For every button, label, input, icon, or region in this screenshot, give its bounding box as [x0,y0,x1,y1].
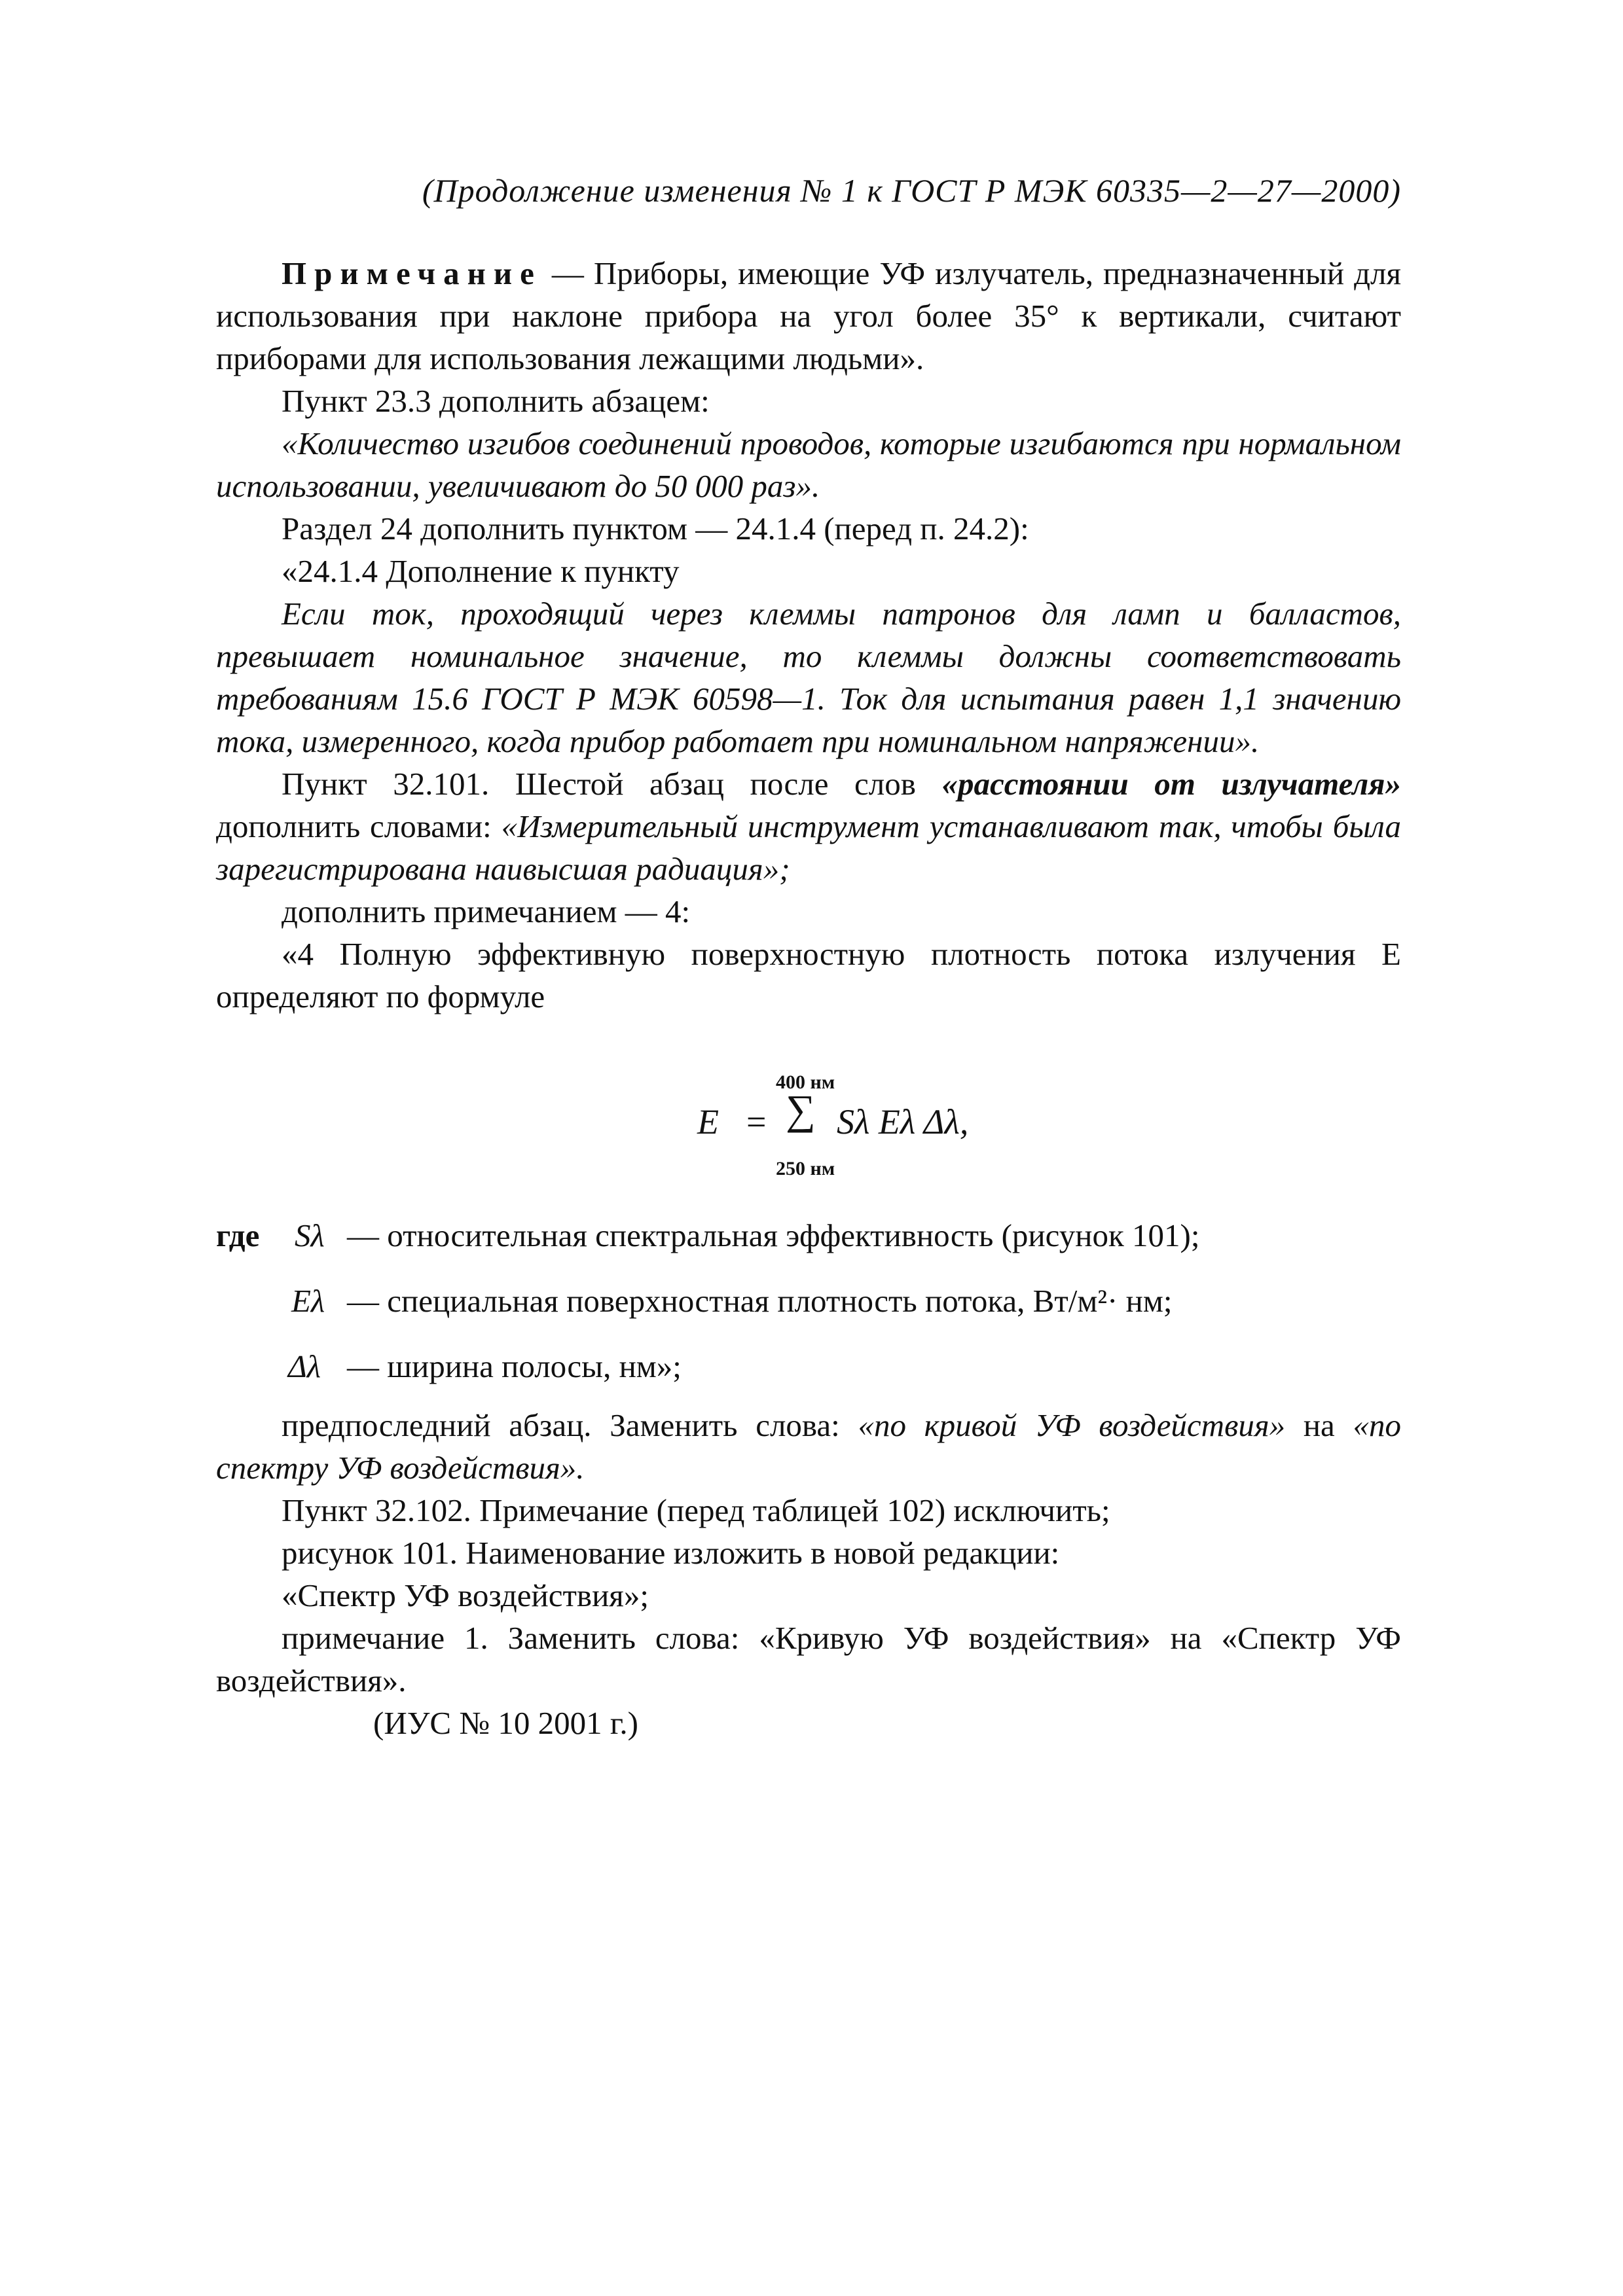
text-penultimate-b: «по кривой УФ воздействия» [858,1407,1286,1443]
ius-reference: (ИУС № 10 2001 г.) [373,1705,638,1741]
definition-row [216,1208,1401,1273]
page-header: (Продолжение изменения № 1 к ГОСТ Р МЭК 60335—2—27—2000) [422,172,1401,209]
paragraph-32-101 [216,762,1401,890]
text-32-101-c: дополнить словами: [216,808,501,844]
text-32-101-d: «Измерительный инструмент устанавливают так, чтобы была зарегистрирована наивысшая радиация»; [216,808,1402,887]
paragraph-current: Если ток, проходящий через клеммы патронов для ламп и балластов, превышает номинальное значение, то клеммы должны соответствовать требованиям 15.6 ГОСТ Р МЭК 60598—1. Ток для испытания равен 1,1 значению тока, измеренного, когда прибор работает при номинальном напряжении». [216,596,1401,759]
paragraph-note-1: примечание 1. Заменить слова: «Кривую УФ воздействия» на «Спектр УФ воздействия». [216,1620,1401,1698]
formula-lhs: E [697,1102,719,1141]
definition-symbol: Sλ [295,1217,325,1253]
definition-row [216,1338,1401,1404]
text-32-101-a: Пункт 32.101. Шестой абзац после слов [282,766,942,802]
formula [216,1018,1401,1208]
paragraph-note-4: дополнить примечанием — 4: [282,893,691,929]
paragraph-penultimate [216,1404,1401,1489]
paragraph-bends: «Количество изгибов соединений проводов, которые изгибаются при нормальном использовании, увеличивают до 50 000 раз». [216,425,1401,504]
paragraph-formula-intro: «4 Полную эффективную поверхностную плотность потока излучения E определяют по формуле [216,936,1401,1014]
paragraph-24-1-4: «24.1.4 Дополнение к пункту [282,553,680,589]
text-penultimate-c: на [1285,1407,1353,1443]
definitions [216,1208,1401,1404]
note-paragraph [216,252,1401,380]
paragraph-figure-101: рисунок 101. Наименование изложить в новой редакции: [282,1535,1060,1571]
formula-sigma: ∑ [786,1086,816,1133]
definition-symbol: Eλ [291,1283,325,1319]
text-32-101-b: «расстоянии от излучателя» [941,766,1401,802]
definition-text: — относительная спектральная эффективность (рисунок 101); [347,1217,1200,1253]
formula-upper-limit: 400 нм [776,1071,835,1093]
definition-symbol: Δλ [288,1348,321,1384]
definition-text: — ширина полосы, нм»; [347,1348,682,1384]
document-body [216,252,1401,1744]
formula-rhs: Sλ Eλ Δλ, [837,1102,969,1141]
note-text: — Приборы, имеющие УФ излучатель, предназначенный для использования при наклоне прибора на угол более 35° к вертикали, считают приборами для использования лежащими людьми». [216,255,1401,376]
text-penultimate-d: «по спектру УФ воздействия». [216,1407,1401,1486]
paragraph-23-3: Пункт 23.3 дополнить абзацем: [282,383,710,419]
formula-equals: = [746,1102,767,1141]
formula-lower-limit: 250 нм [776,1158,835,1179]
paragraph-figure-title: «Спектр УФ воздействия»; [282,1577,649,1613]
definitions-lead: где [216,1217,260,1253]
paragraph-section-24: Раздел 24 дополнить пунктом — 24.1.4 (перед п. 24.2): [282,511,1029,547]
paragraph-32-102: Пункт 32.102. Примечание (перед таблицей 102) исключить; [282,1492,1110,1528]
definition-text: — специальная поверхностная плотность потока, Вт/м²· нм; [347,1283,1173,1319]
note-lead: Примечание [282,255,542,291]
definition-row [216,1273,1401,1338]
text-penultimate-a: предпоследний абзац. Заменить слова: [282,1407,858,1443]
